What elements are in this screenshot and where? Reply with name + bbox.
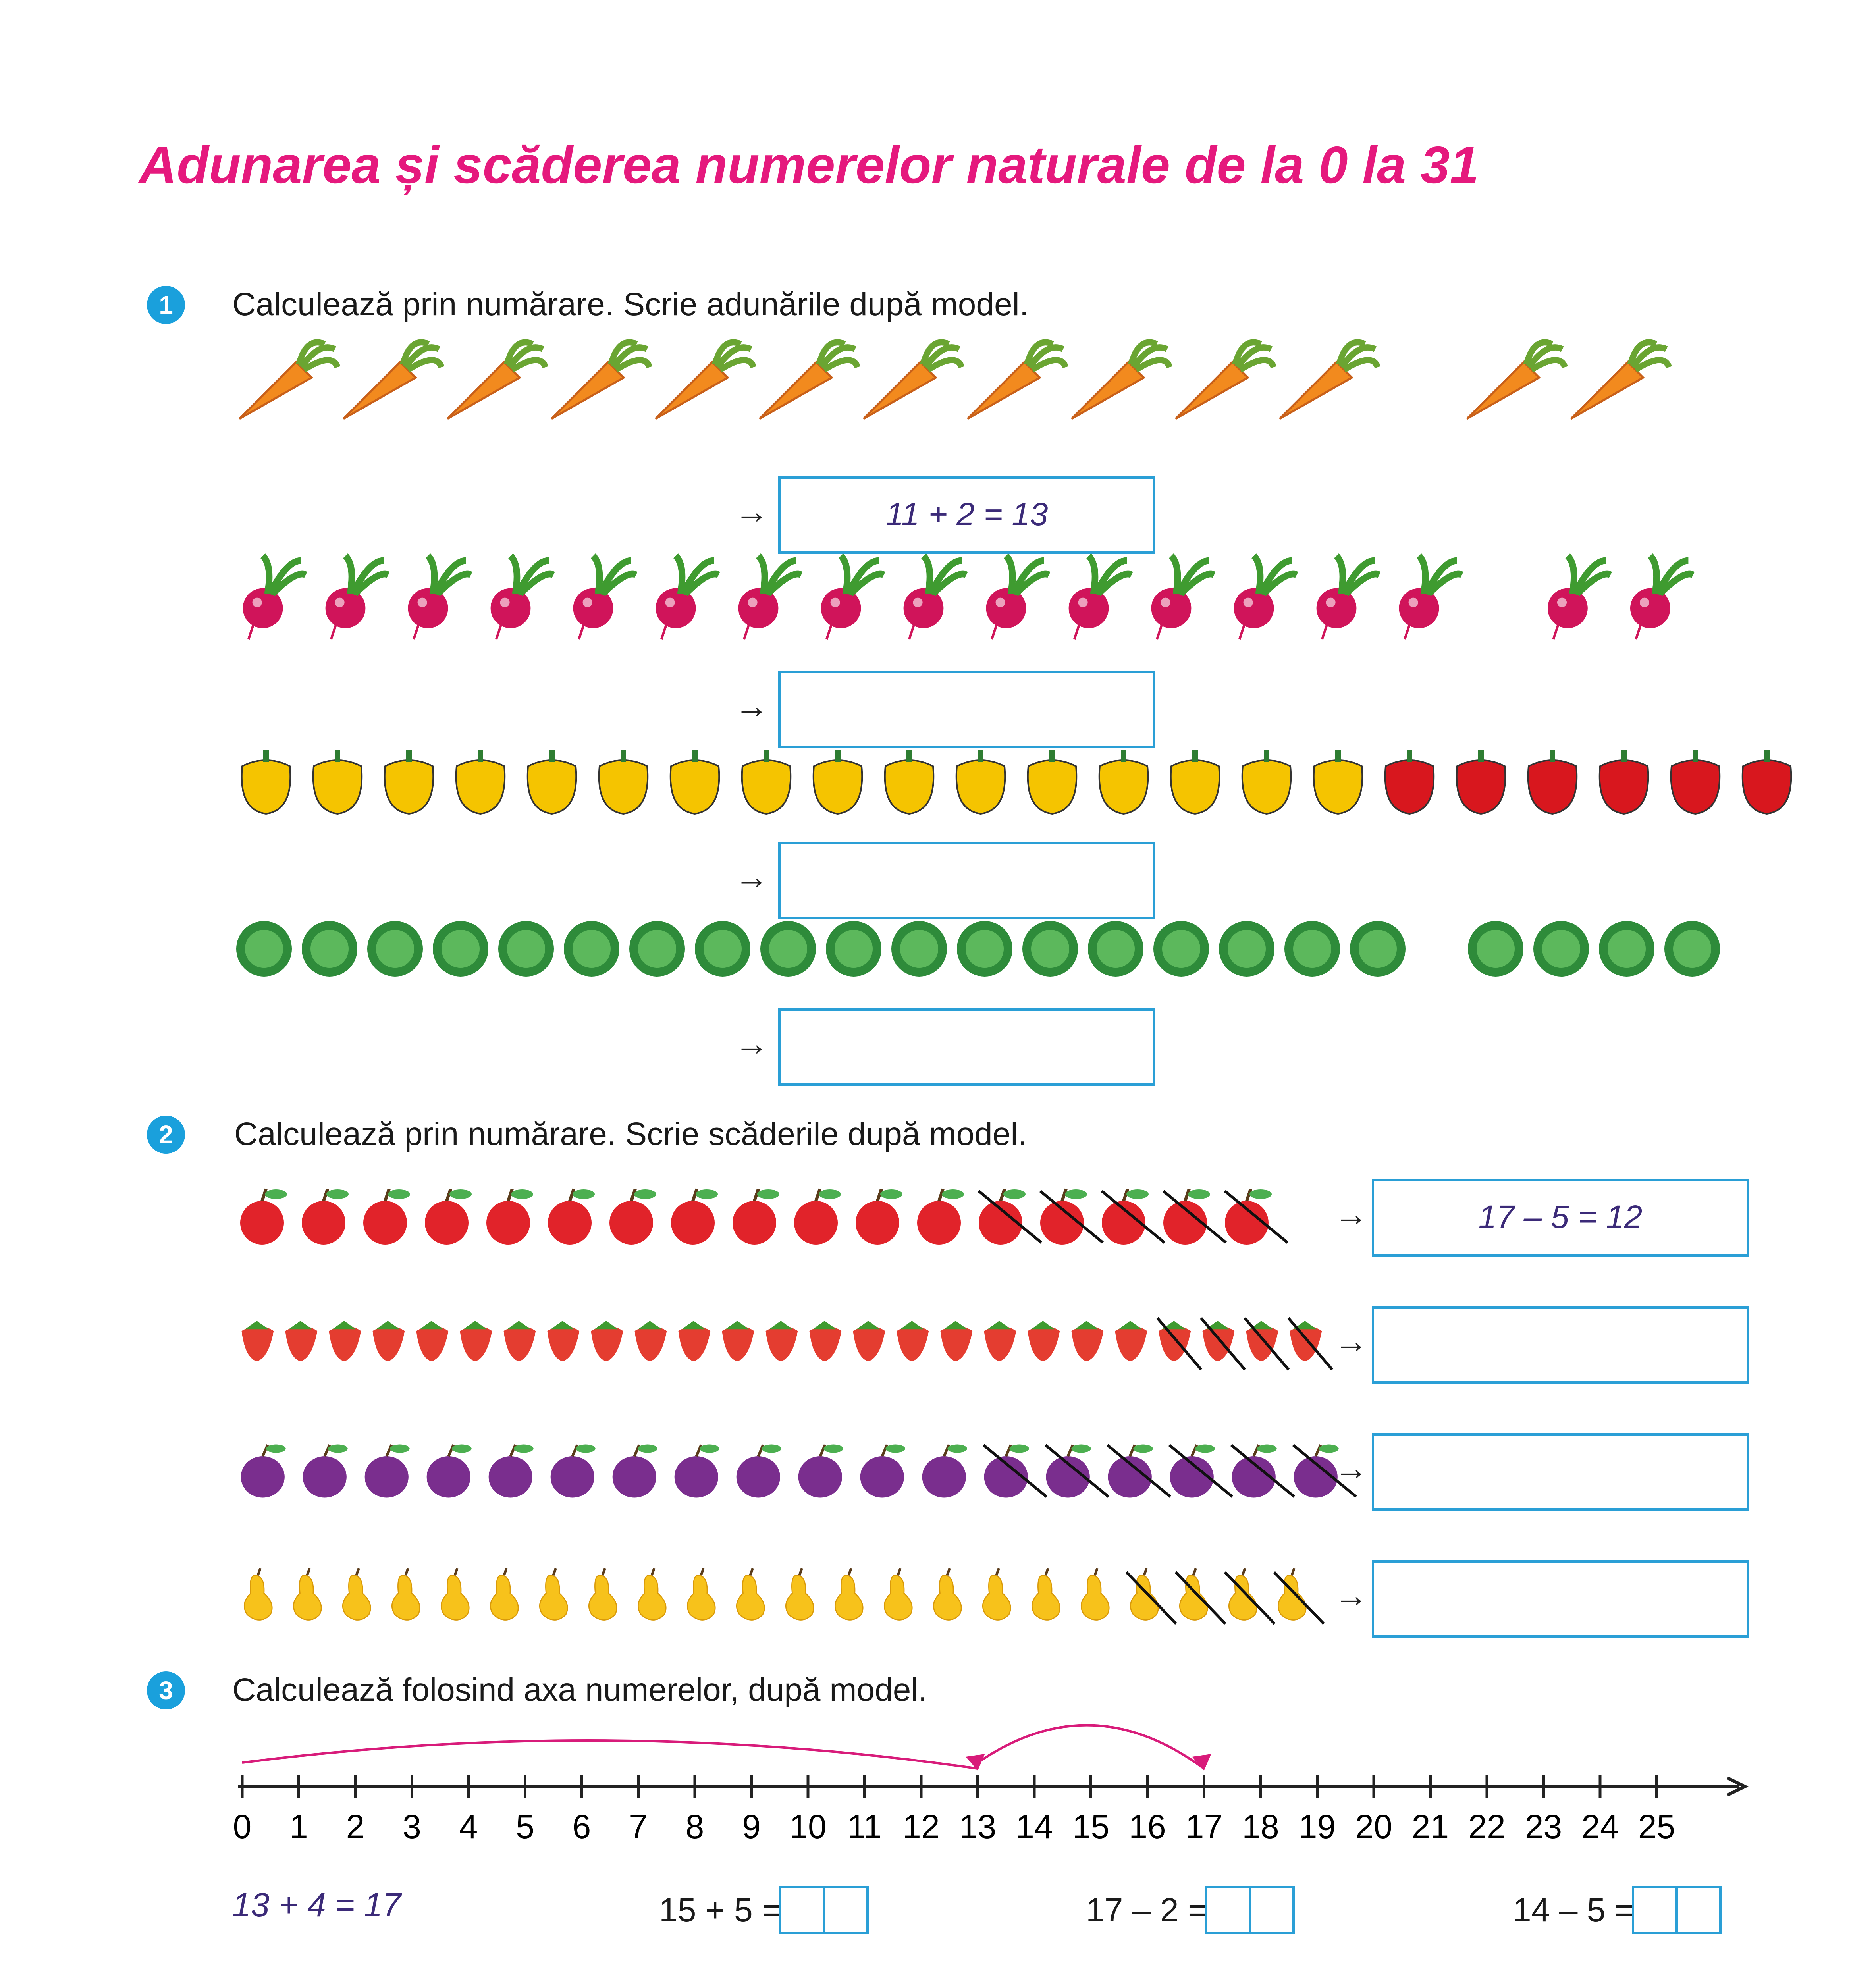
pea-icon: [1350, 921, 1406, 977]
axis-label: 25: [1638, 1808, 1675, 1845]
digit-cell[interactable]: [779, 1886, 825, 1934]
carrot-icon: [447, 342, 546, 419]
exercise-2-instruction: Calculează prin numărare. Scrie scăderile după model.: [234, 1116, 1027, 1152]
radish-icon: [573, 556, 636, 639]
pepper-icon: [1671, 750, 1720, 814]
carrot-icon: [551, 342, 650, 419]
strawberry-icon: [373, 1321, 405, 1361]
plum-icon: [241, 1445, 286, 1498]
strawberry-icon: [460, 1321, 492, 1361]
plum-icon: [613, 1445, 657, 1498]
pear-icon: [638, 1568, 666, 1620]
answer-box-pepper[interactable]: [778, 842, 1155, 919]
carrot-icon: [760, 342, 858, 419]
pear-icon: [1081, 1568, 1109, 1620]
strawberry-icon: [810, 1321, 842, 1361]
carrot-icon: [1571, 342, 1669, 419]
apple-icon: [917, 1189, 964, 1245]
axis-label: 22: [1468, 1808, 1506, 1845]
axis-label: 21: [1411, 1808, 1449, 1845]
apple-icon: [363, 1189, 410, 1245]
apple-icon: [671, 1189, 718, 1245]
exercise-1-instruction: Calculează prin numărare. Scrie adunările după model.: [232, 286, 1029, 322]
strawberry-icon: [591, 1321, 623, 1361]
pepper-icon: [599, 750, 648, 814]
arrow-icon: →: [735, 493, 769, 531]
exercise-2-number: 2: [147, 1116, 185, 1154]
strawberry-icon: [984, 1321, 1016, 1361]
exercise-3-instruction: Calculează folosind axa numerelor, după model.: [232, 1672, 927, 1708]
plum-icon: [860, 1445, 905, 1498]
arrow-icon: →: [1334, 1576, 1368, 1615]
axis-label: 16: [1129, 1808, 1166, 1845]
axis-label: 11: [847, 1808, 882, 1845]
pea-icon: [891, 921, 947, 977]
plum-icon: [675, 1445, 719, 1498]
answer-text: 17 – 5 = 12: [1478, 1199, 1643, 1235]
apple-icon: [425, 1189, 472, 1245]
equation-text: 15 + 5 =: [659, 1891, 782, 1929]
jump-arc: [978, 1725, 1204, 1769]
axis-label: 19: [1298, 1808, 1336, 1845]
answer-box-pear[interactable]: [1372, 1560, 1749, 1638]
plum-icon: [737, 1445, 781, 1498]
pepper-icon: [1743, 750, 1791, 814]
arrow-icon: →: [735, 1025, 769, 1063]
answer-text: 11 + 2 = 13: [885, 496, 1048, 532]
pepper-icon: [1528, 750, 1577, 814]
strawberry-icon: [548, 1321, 580, 1361]
radish-icon: [986, 556, 1049, 639]
pea-icon: [302, 921, 357, 977]
equation-text: 17 – 2 =: [1086, 1891, 1207, 1929]
axis-label: 24: [1581, 1808, 1619, 1845]
pear-icon: [1130, 1568, 1158, 1620]
pear-icon: [1032, 1568, 1060, 1620]
apple-icon: [240, 1189, 287, 1245]
answer-box-apple[interactable]: [1372, 1179, 1749, 1257]
pear-icon: [540, 1568, 567, 1620]
radish-icon: [491, 556, 553, 639]
equation: [1086, 1886, 1295, 1934]
pepper-icon: [1028, 750, 1077, 814]
pea-icon: [1219, 921, 1274, 977]
pea-icon: [760, 921, 816, 977]
strawberry-icon: [242, 1321, 274, 1361]
pea-icon: [1599, 921, 1654, 977]
axis-label: 17: [1185, 1808, 1223, 1845]
radish-icon: [904, 556, 966, 639]
radish-icon: [1234, 556, 1297, 639]
carrot-icon: [1072, 342, 1170, 419]
pepper-icon: [671, 750, 719, 814]
axis-label: 10: [789, 1808, 827, 1845]
axis-label: 12: [902, 1808, 940, 1845]
pear-icon: [884, 1568, 912, 1620]
axis-label: 4: [459, 1808, 478, 1845]
carrot-icon: [864, 342, 962, 419]
strawberry-icon: [897, 1321, 929, 1361]
pear-icon: [441, 1568, 469, 1620]
radish-icon: [408, 556, 471, 639]
plum-icon: [427, 1445, 472, 1498]
pea-icon: [1664, 921, 1720, 977]
digit-cell[interactable]: [1205, 1886, 1251, 1934]
pea-icon: [433, 921, 488, 977]
equation-model: [232, 1886, 401, 1924]
pea-icon: [1088, 921, 1143, 977]
pea-icon: [1284, 921, 1340, 977]
equation-text: 13 + 4 = 17: [232, 1886, 401, 1923]
strawberry-icon: [1072, 1321, 1104, 1361]
axis-label: 14: [1016, 1808, 1053, 1845]
carrot-icon: [656, 342, 754, 419]
plum-icon: [798, 1445, 843, 1498]
arrow-icon: →: [735, 858, 769, 896]
pear-icon: [786, 1568, 814, 1620]
pepper-icon: [956, 750, 1005, 814]
radish-icon: [1399, 556, 1462, 639]
radish-icon: [1069, 556, 1132, 639]
equation-text: 14 – 5 =: [1513, 1891, 1634, 1929]
pear-icon: [835, 1568, 863, 1620]
radish-icon: [243, 556, 306, 639]
apple-icon: [302, 1189, 349, 1245]
radish-icon: [326, 556, 388, 639]
axis-label: 8: [685, 1808, 704, 1845]
radish-icon: [1317, 556, 1379, 639]
strawberry-icon: [1115, 1321, 1147, 1361]
axis-label: 23: [1525, 1808, 1562, 1845]
equation: [1513, 1886, 1722, 1934]
pear-icon: [343, 1568, 370, 1620]
pear-icon: [589, 1568, 617, 1620]
pea-icon: [367, 921, 423, 977]
pepper-icon: [1385, 750, 1434, 814]
pear-icon: [1278, 1568, 1306, 1620]
answer-box-pea[interactable]: [778, 1008, 1155, 1086]
answer-box-strawberry[interactable]: [1372, 1306, 1749, 1384]
radish-icon: [1630, 556, 1693, 639]
pea-icon: [1022, 921, 1078, 977]
pepper-icon: [1242, 750, 1291, 814]
pear-icon: [293, 1568, 321, 1620]
arrow-icon: →: [1334, 1322, 1368, 1361]
pepper-icon: [1600, 750, 1648, 814]
strawberry-icon: [285, 1321, 318, 1361]
axis-label: 3: [403, 1808, 421, 1845]
apple-icon: [548, 1189, 595, 1245]
carrot-icon: [239, 342, 337, 419]
digit-cell[interactable]: [1249, 1886, 1295, 1934]
pepper-icon: [814, 750, 862, 814]
pear-icon: [244, 1568, 272, 1620]
equation: [659, 1886, 869, 1934]
strawberry-icon: [504, 1321, 536, 1361]
pear-icon: [1229, 1568, 1257, 1620]
jump-arc: [242, 1740, 978, 1769]
pea-icon: [695, 921, 750, 977]
axis-label: 0: [233, 1808, 252, 1845]
pea-icon: [826, 921, 881, 977]
pepper-icon: [1099, 750, 1148, 814]
strawberry-icon: [416, 1321, 449, 1361]
pepper-icon: [1171, 750, 1220, 814]
carrot-icon: [1280, 342, 1378, 419]
apple-icon: [609, 1189, 656, 1245]
axis-label: 5: [516, 1808, 534, 1845]
radish-icon: [1151, 556, 1214, 639]
arrow-icon: →: [1334, 1195, 1368, 1233]
arrow-icon: →: [735, 687, 769, 725]
digit-cell[interactable]: [1675, 1886, 1722, 1934]
answer-box-plum[interactable]: [1372, 1433, 1749, 1511]
plum-icon: [922, 1445, 967, 1498]
plum-icon: [365, 1445, 410, 1498]
digit-cell[interactable]: [1632, 1886, 1678, 1934]
pepper-icon: [1457, 750, 1506, 814]
digit-cell[interactable]: [823, 1886, 869, 1934]
arrow-icon: →: [1334, 1449, 1368, 1488]
radish-icon: [1548, 556, 1610, 639]
pepper-icon: [242, 750, 291, 814]
plum-icon: [489, 1445, 534, 1498]
radish-icon: [821, 556, 884, 639]
apple-icon: [794, 1189, 841, 1245]
axis-label: 2: [346, 1808, 365, 1845]
number-line: [0, 1707, 1876, 1866]
page-title: Adunarea și scăderea numerelor naturale de la 0 la 31: [139, 136, 1479, 194]
apple-icon: [486, 1189, 533, 1245]
radish-icon: [656, 556, 719, 639]
apple-icon: [856, 1189, 902, 1245]
pea-icon: [564, 921, 619, 977]
pear-icon: [737, 1568, 764, 1620]
strawberry-icon: [635, 1321, 667, 1361]
pea-icon: [498, 921, 554, 977]
answer-box-carrot[interactable]: [778, 476, 1155, 554]
axis-label: 15: [1072, 1808, 1110, 1845]
pepper-icon: [385, 750, 434, 814]
plum-icon: [303, 1445, 348, 1498]
strawberry-icon: [853, 1321, 885, 1361]
axis-label: 1: [289, 1808, 308, 1845]
plum-icon: [551, 1445, 596, 1498]
axis-label: 13: [959, 1808, 997, 1845]
pea-icon: [957, 921, 1012, 977]
carrot-icon: [343, 342, 442, 419]
pepper-icon: [528, 750, 576, 814]
strawberry-icon: [766, 1321, 798, 1361]
strawberry-icon: [722, 1321, 754, 1361]
answer-box-radish[interactable]: [778, 671, 1155, 748]
pea-icon: [1468, 921, 1523, 977]
strawberry-icon: [1028, 1321, 1060, 1361]
pepper-icon: [313, 750, 362, 814]
carrot-icon: [1176, 342, 1274, 419]
carrot-icon: [1467, 342, 1565, 419]
strawberry-icon: [329, 1321, 361, 1361]
axis-label: 6: [572, 1808, 591, 1845]
radish-icon: [738, 556, 801, 639]
apple-icon: [733, 1189, 779, 1245]
axis-label: 20: [1355, 1808, 1392, 1845]
exercise-1-number: 1: [147, 286, 185, 324]
axis-label: 18: [1242, 1808, 1279, 1845]
pear-icon: [490, 1568, 518, 1620]
strawberry-icon: [941, 1321, 973, 1361]
strawberry-icon: [679, 1321, 711, 1361]
pepper-icon: [456, 750, 505, 814]
pear-icon: [1180, 1568, 1207, 1620]
pear-icon: [392, 1568, 420, 1620]
carrot-icon: [968, 342, 1066, 419]
pea-icon: [1153, 921, 1209, 977]
pepper-icon: [885, 750, 934, 814]
axis-label: 7: [629, 1808, 648, 1845]
pear-icon: [983, 1568, 1010, 1620]
pear-icon: [933, 1568, 961, 1620]
pear-icon: [687, 1568, 715, 1620]
pea-icon: [629, 921, 685, 977]
pea-icon: [236, 921, 292, 977]
exercise-3-number: 3: [147, 1671, 185, 1709]
pepper-icon: [742, 750, 791, 814]
pepper-icon: [1314, 750, 1363, 814]
pea-icon: [1533, 921, 1589, 977]
axis-label: 9: [742, 1808, 761, 1845]
